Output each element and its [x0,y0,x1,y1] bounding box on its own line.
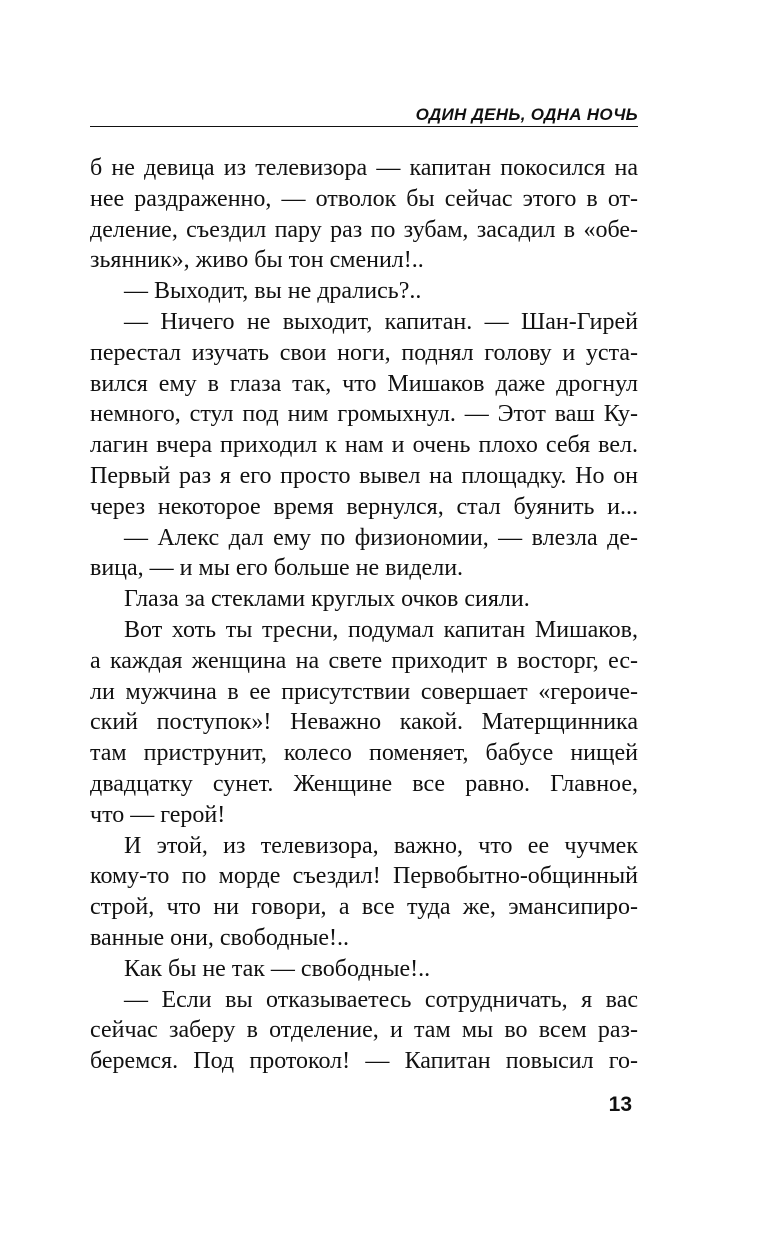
text-line: Вот хоть ты тресни, подумал капитан Мишаков, [124,616,638,643]
text-line: б не девица из телевизора — капитан покосился на [90,155,638,181]
text-line: Первый раз я его просто вывел на площадку. Но он [90,462,638,489]
running-header [90,104,638,127]
text-line: через некоторое время вернулся, стал буянить и... [90,493,638,520]
text-line: зьянник», живо бы тон сменил!.. [90,247,424,274]
text-line: немного, стул под ним громыхнул. — Этот ваш Ку- [90,401,638,428]
text-line: там приструнит, колесо поменяет, бабусе нищей [90,740,638,767]
text-line: Как бы не так — свободные!.. [124,955,431,982]
page-number: 13 [608,1093,632,1116]
text-line: — Алекс дал ему по физиономии, — влезла де- [124,524,638,551]
text-line: лагин вчера приходил к нам и очень плохо себя вел. [90,432,638,459]
text-line: перестал изучать свои ноги, поднял голову и уста- [90,339,638,366]
text-line: ванные они, свободные!.. [90,924,349,951]
body-text [90,153,638,1077]
text-line: Глаза за стеклами круглых очков сияли. [124,586,530,613]
text-line: кому-то по морде съездил! Первобытно-общинный [90,863,638,890]
text-line: а каждая женщина на свете приходит в восторг, ес- [90,647,638,674]
text-line: двадцатку сунет. Женщине все равно. Главное, [90,770,638,797]
text-line: — Если вы отказываетесь сотрудничать, я вас [124,986,638,1013]
text-line: — Ничего не выходит, капитан. — Шан-Гирей [124,308,638,335]
text-line: — Выходит, вы не дрались?.. [124,278,422,305]
text-line: строй, что ни говори, а все туда же, эмансипиро- [90,894,638,921]
text-line: сейчас заберу в отделение, и там мы во всем раз- [90,1017,638,1044]
text-line: ли мужчина в ее присутствии совершает «героиче- [90,678,638,705]
text-line: И этой, из телевизора, важно, что ее чучмек [124,832,638,859]
text-line: вица, — и мы его больше не видели. [90,555,464,582]
text-line: что — герой! [90,801,226,828]
text-line: вился ему в глаза так, что Мишаков даже дрогнул [90,370,638,397]
running-header-title: ОДИН ДЕНЬ, ОДНА НОЧЬ [415,105,638,124]
text-line: ский поступок»! Неважно какой. Матерщинника [90,709,638,736]
text-line: деление, съездил пару раз по зубам, засадил в «обе- [90,216,638,243]
text-line: беремся. Под протокол! — Капитан повысил го- [90,1048,638,1075]
text-line: нее раздраженно, — отволок бы сейчас этого в от- [90,185,638,212]
